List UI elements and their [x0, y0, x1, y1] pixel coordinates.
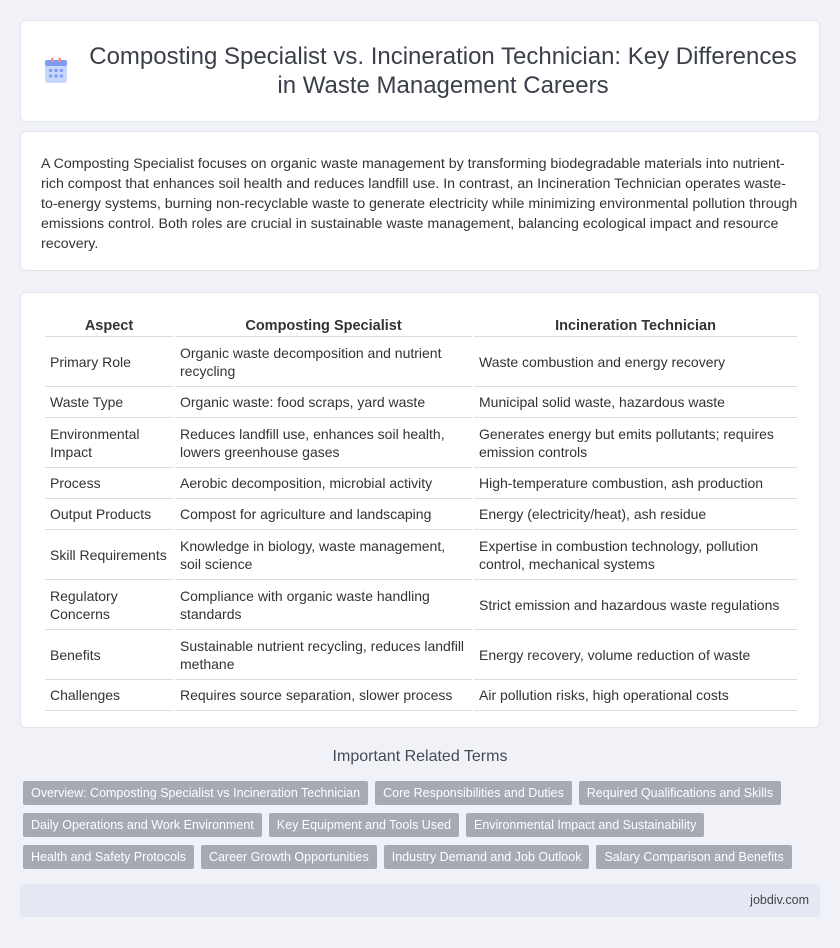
footer [20, 884, 820, 917]
aspect-cell: Challenges [45, 680, 173, 711]
tag-daily-operations[interactable]: Daily Operations and Work Environment [23, 813, 262, 837]
header-card [20, 20, 820, 122]
tag-environmental-impact[interactable]: Environmental Impact and Sustainability [466, 813, 704, 837]
comparison-table-card [20, 292, 820, 728]
composting-cell: Compost for agriculture and landscaping [175, 499, 472, 530]
incineration-cell: Energy (electricity/heat), ash residue [474, 499, 797, 530]
aspect-cell: Waste Type [45, 387, 173, 418]
page-title: Composting Specialist vs. Incineration Technician: Key Differences in Waste Management Careers [89, 43, 797, 99]
header-incineration-technician: Incineration Technician [474, 315, 797, 337]
incineration-cell: Expertise in combustion technology, pollution control, mechanical systems [474, 530, 797, 580]
comparison-table [43, 315, 799, 711]
aspect-cell: Environmental Impact [45, 418, 173, 468]
composting-cell: Sustainable nutrient recycling, reduces landfill methane [175, 630, 472, 680]
composting-cell: Organic waste decomposition and nutrient recycling [175, 337, 472, 387]
tag-overview[interactable]: Overview: Composting Specialist vs Incineration Technician [23, 781, 368, 805]
tag-industry-demand[interactable]: Industry Demand and Job Outlook [384, 845, 590, 869]
footer-site-link[interactable]: jobdiv.com [750, 893, 809, 907]
table-row [45, 468, 797, 499]
incineration-cell: Waste combustion and energy recovery [474, 337, 797, 387]
incineration-cell: Strict emission and hazardous waste regulations [474, 580, 797, 630]
composting-cell: Requires source separation, slower process [175, 680, 472, 711]
table-row [45, 680, 797, 711]
tag-core-responsibilities[interactable]: Core Responsibilities and Duties [375, 781, 572, 805]
incineration-cell: Air pollution risks, high operational costs [474, 680, 797, 711]
table-row [45, 499, 797, 530]
incineration-cell: Energy recovery, volume reduction of waste [474, 630, 797, 680]
aspect-cell: Output Products [45, 499, 173, 530]
table-row [45, 580, 797, 630]
composting-cell: Knowledge in biology, waste management, soil science [175, 530, 472, 580]
tag-required-qualifications[interactable]: Required Qualifications and Skills [579, 781, 781, 805]
table-row [45, 630, 797, 680]
aspect-cell: Benefits [45, 630, 173, 680]
related-terms-tags [23, 781, 823, 877]
table-row [45, 418, 797, 468]
table-header-row [45, 315, 797, 337]
tag-career-growth[interactable]: Career Growth Opportunities [201, 845, 377, 869]
table-row [45, 530, 797, 580]
composting-cell: Organic waste: food scraps, yard waste [175, 387, 472, 418]
composting-cell: Reduces landfill use, enhances soil health, lowers greenhouse gases [175, 418, 472, 468]
composting-cell: Aerobic decomposition, microbial activity [175, 468, 472, 499]
tag-salary-comparison[interactable]: Salary Comparison and Benefits [596, 845, 791, 869]
header-composting-specialist: Composting Specialist [175, 315, 472, 337]
intro-card [20, 131, 820, 271]
incineration-cell: Municipal solid waste, hazardous waste [474, 387, 797, 418]
composting-cell: Compliance with organic waste handling standards [175, 580, 472, 630]
aspect-cell: Process [45, 468, 173, 499]
aspect-cell: Skill Requirements [45, 530, 173, 580]
document-icon [41, 56, 71, 86]
tag-key-equipment[interactable]: Key Equipment and Tools Used [269, 813, 459, 837]
aspect-cell: Primary Role [45, 337, 173, 387]
related-terms-title: Important Related Terms [332, 748, 508, 765]
incineration-cell: High-temperature combustion, ash production [474, 468, 797, 499]
aspect-cell: Regulatory Concerns [45, 580, 173, 630]
table-row [45, 387, 797, 418]
tag-health-safety[interactable]: Health and Safety Protocols [23, 845, 194, 869]
table-row [45, 337, 797, 387]
header-aspect: Aspect [45, 315, 173, 337]
intro-paragraph: A Composting Specialist focuses on organic waste management by transforming biodegradable materials into nutrient-rich compost that enhances soil health and reduces landfill use. In contrast, an Incineration Technician operates waste-to-energy systems, burning non-recyclable waste to generate electricity while minimizing environmental pollution through emissions control. Both roles are crucial in sustainable waste management, balancing ecological impact and resource recovery. [41, 156, 798, 252]
incineration-cell: Generates energy but emits pollutants; requires emission controls [474, 418, 797, 468]
